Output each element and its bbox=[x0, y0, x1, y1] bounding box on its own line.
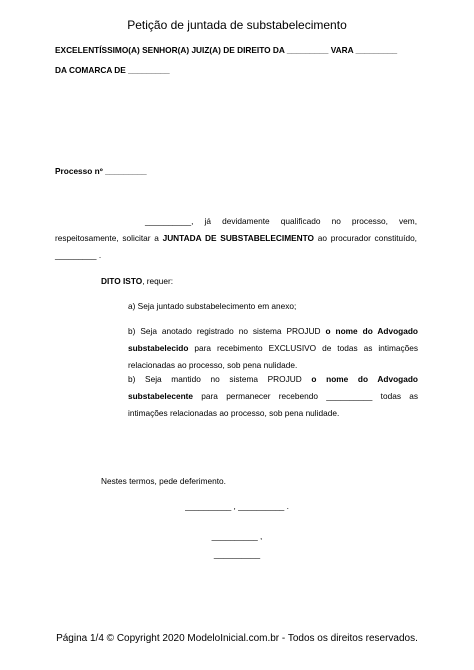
signature-line-2: __________ , bbox=[211, 531, 263, 541]
item-b2-blank: __________ bbox=[326, 391, 373, 401]
page-footer: Página 1/4 © Copyright 2020 ModeloInicial.com.br - Todos os direitos reservados. bbox=[56, 633, 418, 644]
item-b1-pre: b) Seja anotado registrado no sistema PROJUD bbox=[128, 326, 326, 336]
intro-bold: JUNTADA DE SUBSTABELECIMENTO bbox=[162, 233, 315, 243]
signature-line-3: __________ bbox=[213, 549, 261, 559]
dito-isto bbox=[101, 273, 401, 290]
dito-bold: DITO ISTO bbox=[101, 276, 143, 286]
item-a: a) Seja juntado substabelecimento em anexo; bbox=[128, 301, 297, 311]
processo-number: Processo nº _________ bbox=[55, 166, 147, 176]
item-b-1 bbox=[128, 323, 418, 374]
intro-end: . bbox=[96, 250, 102, 260]
item-b1-bold: o nome do Advogado substabelecido bbox=[128, 326, 418, 353]
intro-blank-2: _________ bbox=[55, 250, 97, 260]
item-b2-bold: o nome do Advogado substabelecente bbox=[128, 374, 418, 401]
closing-text: Nestes termos, pede deferimento. bbox=[101, 476, 226, 486]
header-line-1: EXCELENTÍSSIMO(A) SENHOR(A) JUIZ(A) DE DIREITO DA _________ VARA _________ bbox=[55, 45, 398, 55]
signature-line-1: __________ , __________ . bbox=[185, 501, 289, 511]
item-b-2 bbox=[128, 371, 418, 422]
intro-paragraph bbox=[55, 213, 417, 264]
intro-blank: __________ bbox=[145, 216, 192, 226]
item-b2-pre: b) Seja mantido no sistema PROJUD bbox=[128, 374, 312, 384]
intro-text-1: , já devidamente qualificado no processo, vem, respeitosamente, solicitar a bbox=[55, 216, 417, 243]
document-title: Petição de juntada de substabelecimento bbox=[127, 18, 347, 32]
header-line-2: DA COMARCA DE _________ bbox=[55, 65, 170, 75]
intro-text-2: ao procurador constituído, bbox=[314, 233, 417, 243]
item-b2-mid: para permanecer recebendo bbox=[193, 391, 327, 401]
item-b1-post: para recebimento EXCLUSIVO de todas as intimações relacionadas ao processo, sob pena nulidade. bbox=[128, 343, 418, 370]
dito-rest: , requer: bbox=[142, 276, 174, 286]
item-b2-post: todas as intimações relacionadas ao processo, sob pena nulidade. bbox=[128, 391, 419, 418]
